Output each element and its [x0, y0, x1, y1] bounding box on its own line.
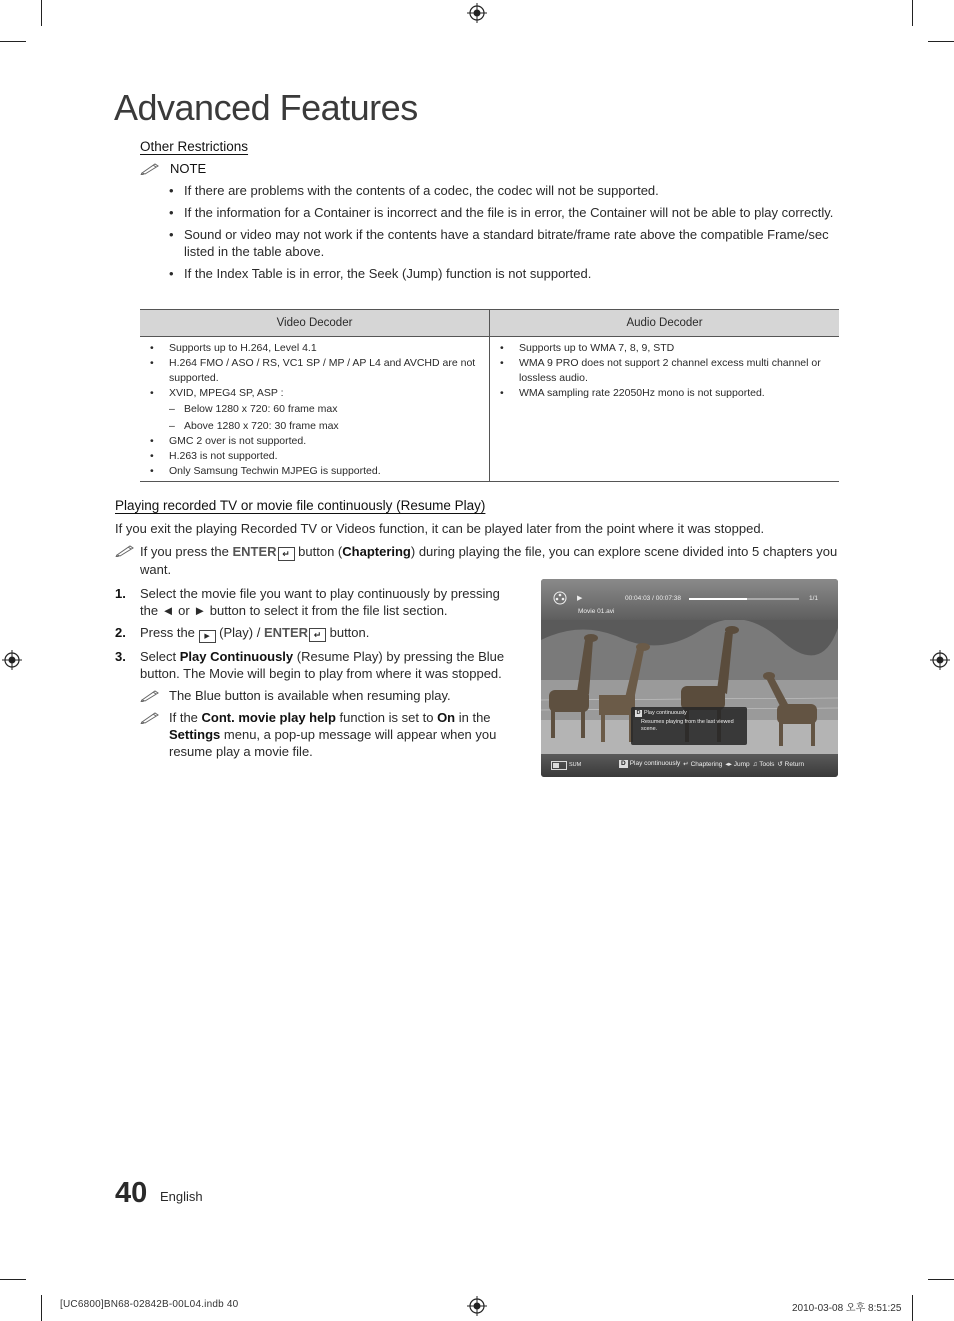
note-header [140, 159, 206, 177]
left-right-arrows-icon: ◂▸ [725, 761, 732, 768]
note-text: If you press the [140, 544, 233, 559]
pencil-note-icon [140, 161, 162, 175]
resume-play-intro: If you exit the playing Recorded TV or Videos function, it can be played later from the point where it was stopped. [115, 521, 765, 536]
step-item [115, 624, 510, 643]
tools-option: Tools [759, 760, 775, 768]
enter-key-icon: ↵ [309, 628, 326, 642]
crop-mark [912, 0, 913, 26]
audio-decoder-cell [490, 337, 840, 482]
step-text: Press the [140, 625, 199, 640]
chaptering-label: Chaptering [342, 544, 411, 559]
step-item [115, 648, 510, 760]
list-item: • WMA sampling rate 22050Hz mono is not supported. [498, 386, 833, 401]
playback-progress-fill [689, 598, 747, 600]
d-key-icon: D [636, 710, 641, 716]
crop-mark [912, 1295, 913, 1321]
list-item: • Supports up to H.264, Level 4.1 [148, 341, 483, 356]
video-decoder-header: Video Decoder [140, 310, 490, 337]
note-text: function is set to [335, 710, 438, 725]
enter-icon: ↵ [683, 761, 689, 768]
pencil-note-icon [140, 688, 162, 702]
d-key-icon: D [621, 760, 626, 767]
popup-title: Play continuously [644, 710, 687, 716]
pencil-note-icon [140, 710, 162, 724]
note-text: menu, a pop-up message will appear when you resume play a movie file. [169, 727, 497, 759]
resume-play-heading: Playing recorded TV or movie file continuously (Resume Play) [115, 498, 486, 513]
list-item: • If the information for a Container is incorrect and the file is in error, the Container will not be able to play correctly. [168, 204, 843, 221]
playback-time: 00:04:03 / 00:07:38 [625, 595, 682, 602]
playback-progress-bar [689, 598, 799, 600]
crop-mark [928, 1279, 954, 1280]
print-slug-file: [UC6800]BN68-02842B-00L04.indb 40 [60, 1299, 239, 1310]
note-text: The Blue button is available when resuming play. [169, 688, 451, 703]
film-reel-icon [553, 591, 567, 605]
settings-label: Settings [169, 727, 221, 742]
list-subitem: – Above 1280 x 720: 30 frame max [148, 418, 483, 435]
play-status-icon: ▶ [577, 595, 583, 602]
return-icon: ↺ [777, 761, 783, 768]
list-item: • XVID, MPEG4 SP, ASP : [148, 386, 483, 401]
file-name: Movie 01.avi [578, 608, 615, 615]
step-text: Select [140, 649, 180, 664]
video-decoder-cell [140, 337, 490, 482]
step-note [140, 687, 510, 704]
enter-key-icon: ↵ [278, 547, 295, 561]
step-text: Select the movie file you want to play continuously by pressing the ◄ or ► button to select it from the file list section. [140, 586, 500, 618]
jump-option: Jump [733, 761, 750, 768]
note-text: button ( [294, 544, 343, 559]
note-text: If the [169, 710, 202, 725]
audio-decoder-header: Audio Decoder [490, 310, 840, 337]
device-label: SUM [569, 762, 582, 768]
page-indicator: 1/1 [809, 595, 819, 602]
play-continuously-label: Play Continuously [179, 649, 294, 664]
list-item: • H.263 is not supported. [148, 449, 483, 464]
step-item [115, 585, 510, 619]
list-item: • If the Index Table is in error, the Seek (Jump) function is not supported. [168, 265, 843, 282]
step-text: (Play) / [215, 625, 264, 640]
tools-icon: ♫ [752, 760, 758, 768]
print-slug-date: 2010-03-08 오후 8:51:25 [792, 1303, 902, 1314]
chaptering-option: Chaptering [690, 761, 723, 768]
storage-device-icon [551, 761, 567, 770]
pencil-note-icon [115, 543, 137, 557]
page-number: 40 [115, 1177, 148, 1209]
list-item: • If there are problems with the contents of a codec, the codec will not be supported. [168, 182, 843, 199]
crop-mark [0, 41, 26, 42]
list-subitem: – Below 1280 x 720: 60 frame max [148, 401, 483, 418]
chaptering-note [115, 543, 839, 578]
crop-mark [41, 1295, 42, 1321]
play-button-icon: ▶ [199, 630, 216, 643]
page-title: Advanced Features [114, 87, 418, 128]
enter-key-label: ENTER [232, 544, 277, 559]
step-text: button. [326, 625, 370, 640]
list-item: • H.264 FMO / ASO / RS, VC1 SP / MP / AP L4 and AVCHD are not supported. [148, 356, 483, 386]
language-label: English [160, 1189, 203, 1204]
enter-key-label: ENTER [263, 625, 308, 640]
step-number: 1. [115, 586, 126, 601]
step-text: (Resume Play) by pressing the Blue button. The Movie will begin to play from where it was stopped. [140, 649, 505, 681]
play-continuously-popup [631, 707, 747, 745]
registration-mark-icon [930, 650, 950, 670]
list-item: • Only Samsung Techwin MJPEG is supported. [148, 464, 483, 479]
registration-mark-icon [2, 650, 22, 670]
tv-bottom-bar [541, 754, 838, 777]
list-item: • WMA 9 PRO does not support 2 channel excess multi channel or lossless audio. [498, 356, 833, 386]
note-text: in the [455, 710, 491, 725]
note-text: ) during playing the file, you can explore scene divided into 5 chapters you want. [140, 544, 838, 577]
popup-description: Resumes playing from the last viewed scene. [641, 719, 734, 732]
step-number: 3. [115, 649, 126, 664]
note-label: NOTE [170, 160, 207, 176]
step-number: 2. [115, 625, 126, 640]
step-note [140, 709, 510, 760]
play-continuously-option: Play continuously [629, 760, 681, 767]
on-label: On [437, 710, 456, 725]
codec-table [140, 309, 839, 482]
cont-movie-play-help-label: Cont. movie play help [201, 710, 336, 725]
crop-mark [41, 0, 42, 26]
list-item: • Sound or video may not work if the contents have a standard bitrate/frame rate above the compatible Frame/sec listed in the table above. [168, 226, 843, 260]
return-option: Return [784, 761, 805, 768]
resume-steps [115, 585, 510, 765]
list-item: • Supports up to WMA 7, 8, 9, STD [498, 341, 833, 356]
tv-top-bar [541, 579, 838, 620]
tv-screen-illustration [541, 579, 838, 777]
registration-mark-icon [467, 1296, 487, 1316]
crop-mark [928, 41, 954, 42]
restriction-list [168, 182, 843, 287]
other-restrictions-heading: Other Restrictions [140, 139, 249, 154]
list-item: • GMC 2 over is not supported. [148, 434, 483, 449]
tv-control-bar [619, 760, 804, 768]
registration-mark-icon [467, 3, 487, 23]
crop-mark [0, 1279, 26, 1280]
